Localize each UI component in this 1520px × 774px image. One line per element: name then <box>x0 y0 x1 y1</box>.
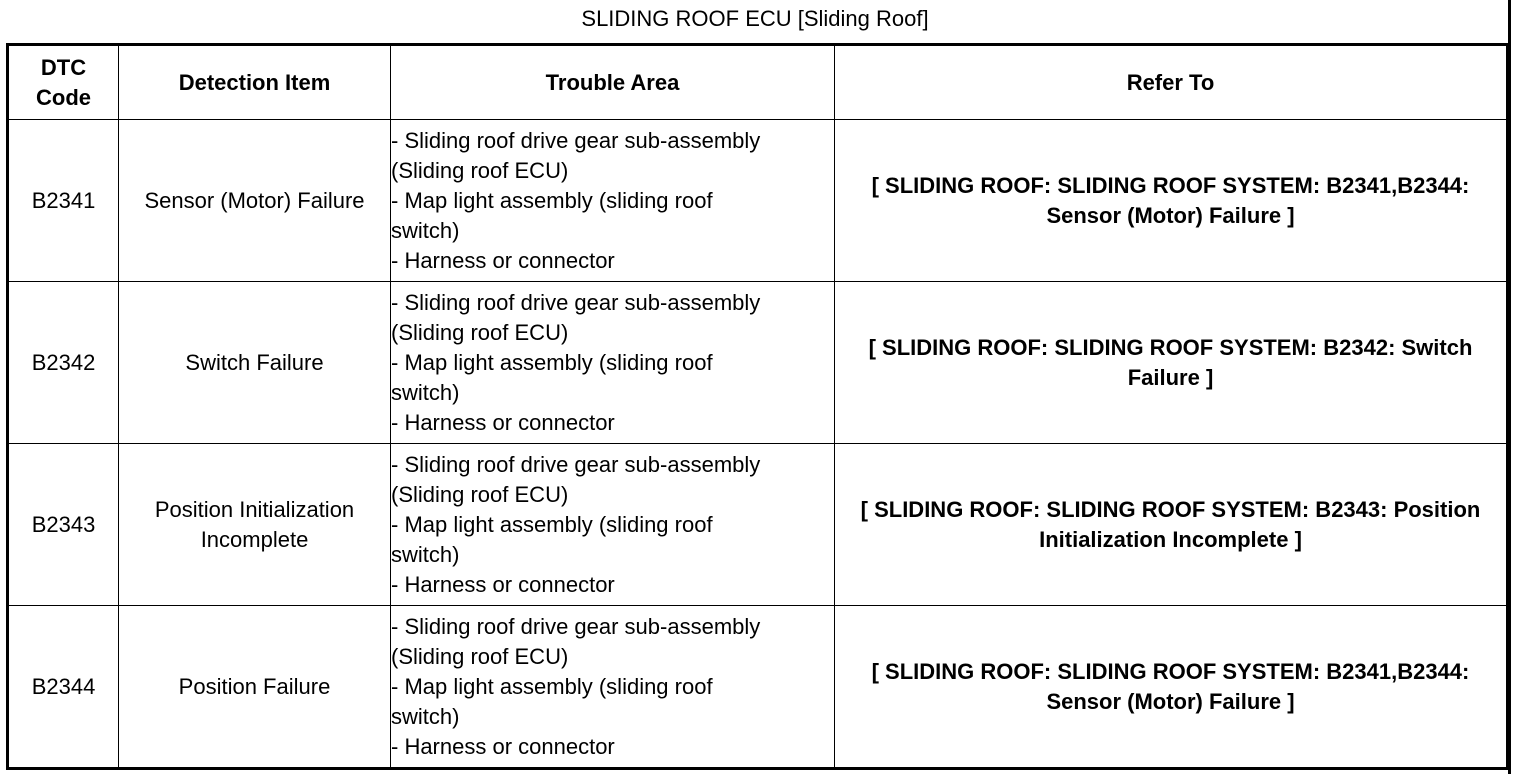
trouble-area-cell: - Sliding roof drive gear sub-assembly (Sliding roof ECU) - Map light assembly (sliding roof switch) - Harness or connector <box>391 282 835 444</box>
table-row <box>8 606 1508 769</box>
dtc-code-cell: B2343 <box>8 444 119 606</box>
table-row <box>8 120 1508 282</box>
trouble-area-cell: - Sliding roof drive gear sub-assembly (Sliding roof ECU) - Map light assembly (sliding roof switch) - Harness or connector <box>391 120 835 282</box>
header-trouble-area: Trouble Area <box>391 45 835 120</box>
table-header-row <box>8 45 1508 120</box>
dtc-code-cell: B2341 <box>8 120 119 282</box>
dtc-table <box>6 43 1509 770</box>
table-row <box>8 282 1508 444</box>
refer-to-link[interactable]: [ SLIDING ROOF: SLIDING ROOF SYSTEM: B2341,B2344: Sensor (Motor) Failure ] <box>835 120 1508 282</box>
page-title: SLIDING ROOF ECU [Sliding Roof] <box>581 6 929 31</box>
refer-to-link[interactable]: [ SLIDING ROOF: SLIDING ROOF SYSTEM: B2342: Switch Failure ] <box>835 282 1508 444</box>
refer-to-link[interactable]: [ SLIDING ROOF: SLIDING ROOF SYSTEM: B2343: Position Initialization Incomplete ] <box>835 444 1508 606</box>
header-refer-to: Refer To <box>835 45 1508 120</box>
trouble-area-cell: - Sliding roof drive gear sub-assembly (Sliding roof ECU) - Map light assembly (sliding roof switch) - Harness or connector <box>391 444 835 606</box>
table-row <box>8 444 1508 606</box>
detection-item-cell: Position Failure <box>119 606 391 769</box>
detection-item-cell: Position Initialization Incomplete <box>119 444 391 606</box>
detection-item-cell: Switch Failure <box>119 282 391 444</box>
dtc-code-cell: B2342 <box>8 282 119 444</box>
refer-to-link[interactable]: [ SLIDING ROOF: SLIDING ROOF SYSTEM: B2341,B2344: Sensor (Motor) Failure ] <box>835 606 1508 769</box>
header-dtc-code: DTC Code <box>8 45 119 120</box>
header-detection-item: Detection Item <box>119 45 391 120</box>
trouble-area-cell: - Sliding roof drive gear sub-assembly (Sliding roof ECU) - Map light assembly (sliding roof switch) - Harness or connector <box>391 606 835 769</box>
detection-item-cell: Sensor (Motor) Failure <box>119 120 391 282</box>
dtc-code-cell: B2344 <box>8 606 119 769</box>
